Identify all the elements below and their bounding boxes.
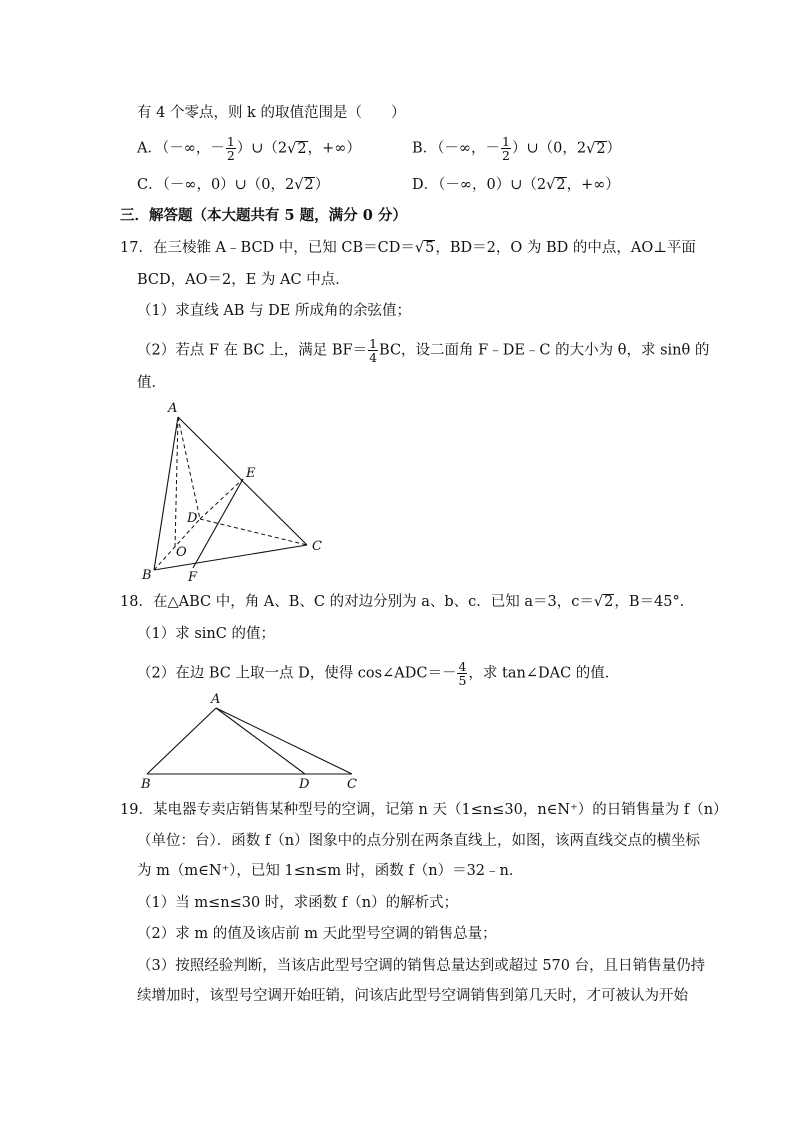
vertex-label-o: O [176,545,187,560]
sqrt: √2 [287,140,307,157]
q18-part1: （1）求 sinC 的值； [137,626,275,642]
q17-part2-end: 值． [137,375,166,391]
vertex-label-e: E [246,466,256,481]
q19-line3: 为 m（m∈N⁺），已知 1≤n≤m 时，函数 f（n）＝32﹣n． [137,863,524,879]
q17-line2: BCD，AO＝2，E 为 AC 中点． [137,272,350,288]
q16-stem: 有 4 个零点，则 k 的取值范围是（ ） [137,105,406,121]
q19-part2: （2）求 m 的值及该店前 m 天此型号空调的销售总量； [137,926,497,942]
triangle-figure [135,688,375,793]
sqrt: √2 [593,594,614,610]
q17-part2: （2）若点 F 在 BC 上，满足 BF＝ $\frac{1}{4}$ BC，设二面角 F﹣DE﹣C 的大小为 θ，求 sinθ 的 [137,336,710,365]
q16-option-c: C．（－∞，0）∪（0，2√2） [137,177,330,193]
q18-line1: 18．在△ABC 中，角 A、B、C 的对边分别为 a、b、c．已知 a＝3，c＝√2，B＝45°． [120,594,695,610]
vertex-label-a: A [168,401,178,416]
q17-part1: （1）求直线 AB 与 DE 所成角的余弦值； [137,303,411,319]
q17-line1: 17．在三棱锥 A﹣BCD 中，已知 CB＝CD＝√5，BD＝2，O 为 BD 的中点，AO⊥平面 [120,240,696,256]
sqrt: √5 [414,240,435,256]
fraction: $\frac{4}{5}$ [458,659,467,688]
q19-part3b: 续增加时，该型号空调开始旺销，问该店此型号空调销售到第几天时，才可被认为开始 [137,988,688,1004]
q16-option-b: B．（－∞，－ $\frac{1}{2}$ ）∪（0，2√2） [412,134,622,163]
sqrt: √2 [586,140,606,157]
vertex-label-c: C [312,539,322,554]
vertex-label-d: D [187,511,198,526]
q16-option-a: A．（－∞，－ $\frac{1}{2}$ ）∪（2√2，+∞） [137,134,361,163]
vertex-label-b: B [141,777,151,792]
fraction: $\frac{1}{4}$ [369,336,378,365]
section-heading: 三．解答题（本大题共有 5 题，满分 0 分） [120,207,407,224]
q19-part1: （1）当 m≤n≤30 时，求函数 f（n）的解析式； [137,895,459,911]
tetrahedron-figure [130,395,340,585]
vertex-label-d: D [299,777,310,792]
sqrt: √2 [294,177,314,193]
vertex-label-b: B [142,568,152,583]
q19-line2: （单位：台）．函数 f（n）图象中的点分别在两条直线上，如图，该两直线交点的横坐标 [137,833,701,849]
vertex-label-a: A [211,692,221,707]
q19-part3a: （3）按照经验判断，当该店此型号空调的销售总量达到或超过 570 台，且日销售量仍持 [137,958,706,974]
fraction: $\frac{1}{2}$ [502,134,510,163]
q19-line1: 19．某电器专卖店销售某种型号的空调，记第 n 天（1≤n≤30，n∈N⁺）的日销售量为 f（n） [120,802,728,818]
q18-part2: （2）在边 BC 上取一点 D，使得 cos∠ADC＝－ $\frac{4}{5}$ ，求 tan∠DAC 的值． [137,659,620,688]
vertex-label-f: F [188,570,198,585]
q16-option-d: D．（－∞，0）∪（2√2，+∞） [412,177,620,193]
vertex-label-c: C [347,777,357,792]
fraction: $\frac{1}{2}$ [226,134,235,163]
sqrt: √2 [546,177,566,193]
